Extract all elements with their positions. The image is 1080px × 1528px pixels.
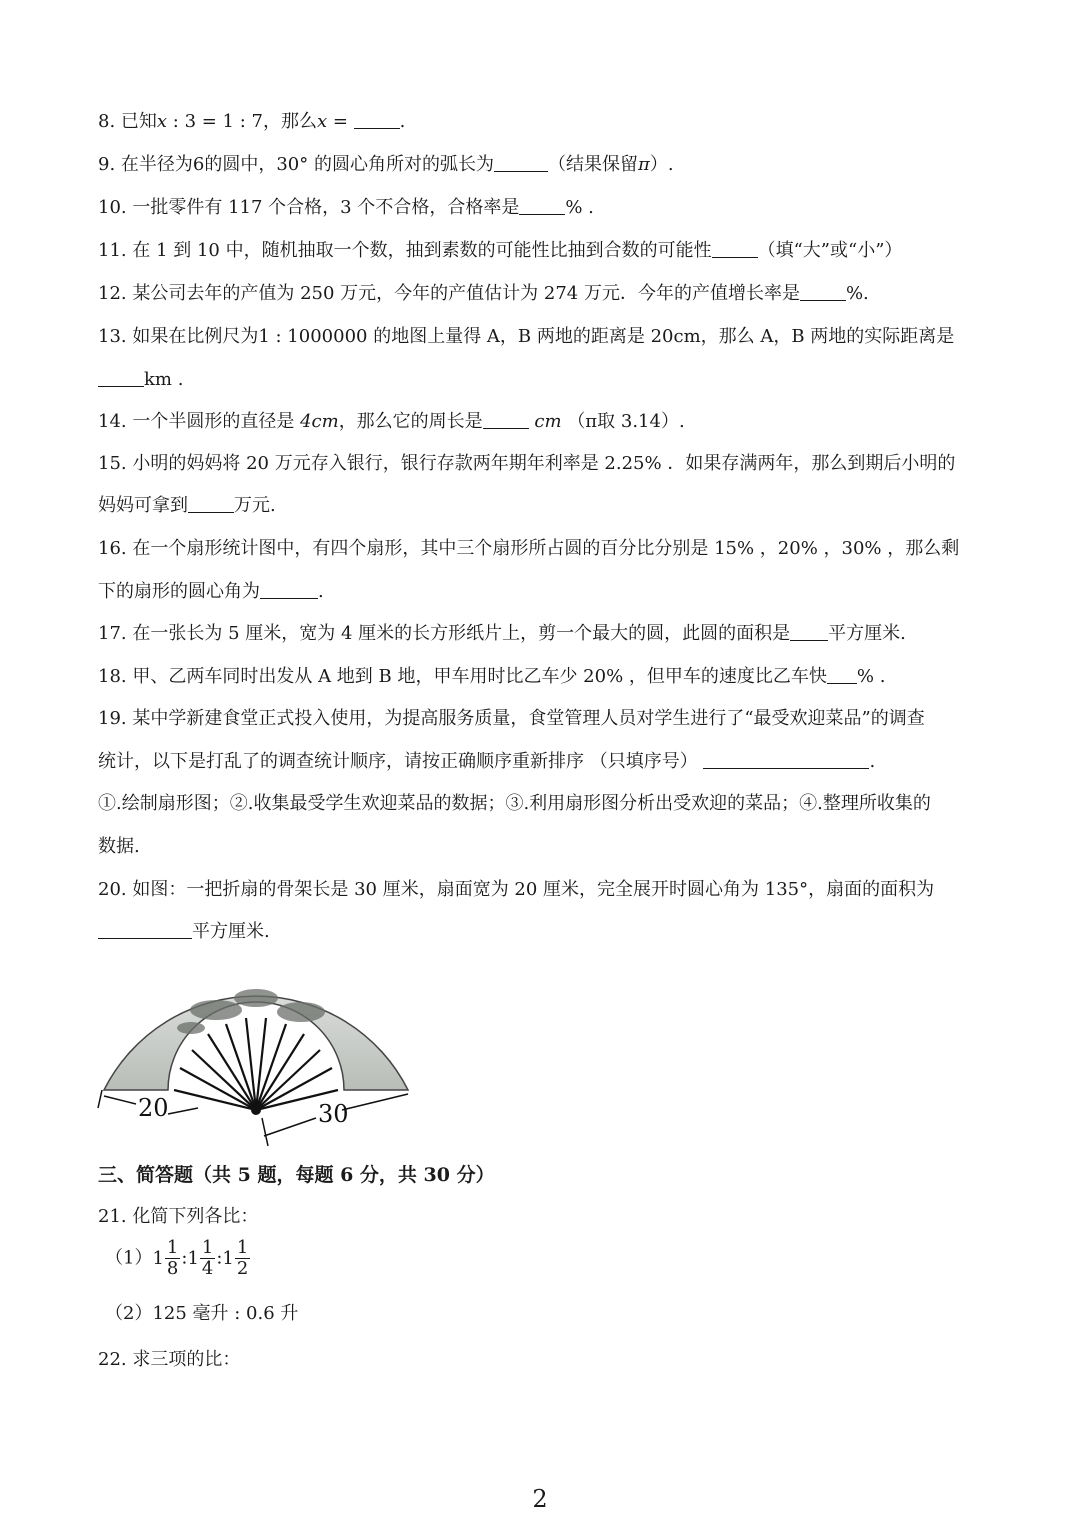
q14-text: 14. 一个半圆形的直径是 — [98, 411, 301, 432]
q14-suffix: （π取 3.14）. — [567, 411, 685, 432]
mixed-number-2: 1 $\frac{1}{4}$ — [187, 1237, 214, 1279]
q8-eq: = — [327, 111, 348, 132]
q10-suffix: % . — [565, 197, 594, 218]
question-19 — [98, 707, 925, 731]
q19-line2: 统计，以下是打乱了的调查统计顺序，请按正确顺序重新排序 （只填序号） — [98, 751, 698, 772]
answer-blank[interactable] — [800, 282, 846, 301]
q13-suffix: km . — [144, 369, 184, 390]
question-13 — [98, 325, 954, 349]
q11-text: 11. 在 1 到 10 中，随机抽取一个数，抽到素数的可能性比抽到合数的可能性 — [98, 240, 712, 261]
fraction: $\frac{1}{2}$ — [236, 1237, 249, 1279]
fan-pivot — [251, 1105, 261, 1115]
answer-blank[interactable] — [519, 196, 565, 215]
q16-line1: 16. 在一个扇形统计图中，有四个扇形，其中三个扇形所占圆的百分比分别是 15% ，20% ，30% ，那么剩 — [98, 538, 960, 559]
q9-end: ）. — [649, 154, 674, 175]
q8-x: x — [156, 111, 168, 132]
q19-line3: ①.绘制扇形图；②.收集最受学生欢迎菜品的数据；③.利用扇形图分析出受欢迎的菜品；④.整理所收集的 — [98, 793, 931, 814]
mixed-number-3: 1 $\frac{1}{2}$ — [222, 1237, 249, 1279]
fraction: $\frac{1}{4}$ — [201, 1237, 214, 1279]
q15-line2-prefix: 妈妈可拿到 — [98, 495, 188, 516]
question-21-part1 — [105, 1238, 251, 1279]
fan-face — [104, 996, 408, 1090]
section-3-title: 三、简答题（共 5 题，每题 6 分，共 30 分） — [98, 1164, 495, 1186]
question-19-line4 — [98, 835, 140, 859]
question-12 — [98, 282, 869, 306]
q8-var: x — [316, 111, 328, 132]
question-15 — [98, 452, 955, 476]
question-13-cont — [98, 368, 183, 392]
question-19-line3 — [98, 792, 931, 816]
question-18 — [98, 665, 885, 689]
question-15-cont — [98, 494, 276, 518]
page-number: 2 — [532, 1485, 548, 1513]
mixed-number-1: 1 $\frac{1}{8}$ — [152, 1237, 179, 1279]
question-22 — [98, 1348, 240, 1372]
q11-suffix: （填“大”或“小”） — [757, 240, 903, 261]
q12-text: 12. 某公司去年的产值为 250 万元，今年的产值估计为 274 万元．今年的产值增长率是 — [98, 283, 800, 304]
q9-pi: π — [637, 154, 650, 175]
q14-mid: ，那么它的周长是 — [338, 411, 483, 432]
question-20-cont — [98, 920, 270, 944]
question-11 — [98, 239, 902, 263]
q9-text: 9. 在半径为6的圆中，30° 的圆心角所对的弧长为 — [98, 154, 494, 175]
ratio-colon: : — [181, 1247, 188, 1269]
answer-blank[interactable] — [712, 239, 758, 258]
q12-suffix: %. — [845, 283, 869, 304]
q15-line2-suffix: 万元. — [234, 495, 276, 516]
q18-suffix: % . — [856, 666, 886, 687]
q21-title: 21. 化简下列各比： — [98, 1206, 259, 1227]
q18-text: 18. 甲、乙两车同时出发从 A 地到 B 地，甲车用时比乙车少 20% ，但甲车的速度比乙车快 — [98, 666, 827, 687]
q8-mid: ，那么 — [262, 111, 317, 132]
q20-line2-suffix: 平方厘米. — [192, 921, 270, 942]
q16-line2-prefix: 下的扇形的圆心角为 — [98, 581, 260, 602]
folding-fan-figure — [96, 950, 416, 1150]
fan-painting — [177, 989, 325, 1034]
label-width: 20 — [138, 1094, 169, 1122]
label-length: 30 — [318, 1100, 349, 1128]
answer-blank[interactable] — [703, 750, 869, 769]
question-21-part2 — [105, 1302, 298, 1326]
answer-blank[interactable] — [827, 665, 857, 684]
q13-line1: 13. 如果在比例尺为1 : 1000000 的地图上量得 A，B 两地的距离是 20cm，那么 A，B 两地的实际距离是 — [98, 326, 955, 347]
question-9 — [98, 153, 674, 177]
q8-prefix: 8. 已知 — [98, 111, 157, 132]
answer-blank[interactable] — [260, 580, 318, 599]
question-16-cont — [98, 580, 324, 604]
q16-line2-suffix: . — [318, 581, 324, 602]
answer-blank[interactable] — [494, 153, 548, 172]
q20-line1: 20. 如图：一把折扇的骨架长是 30 厘米，扇面宽为 20 厘米，完全展开时圆心角为 135°，扇面的面积为 — [98, 879, 935, 900]
question-20 — [98, 878, 934, 902]
q14-d: 4cm — [300, 411, 339, 432]
answer-blank[interactable] — [483, 410, 529, 429]
answer-blank[interactable] — [188, 494, 234, 513]
q17-suffix: 平方厘米. — [828, 623, 906, 644]
q19-line2-suffix: . — [869, 751, 876, 772]
q21-part2: （2）125 毫升 : 0.6 升 — [105, 1303, 299, 1324]
q21-part1-label: （1） — [105, 1247, 153, 1269]
q17-text: 17. 在一张长为 5 厘米，宽为 4 厘米的长方形纸片上，剪一个最大的圆，此圆的面积是 — [98, 623, 791, 644]
answer-blank[interactable] — [354, 110, 400, 129]
q8-expr: : 3 = 1 : 7 — [167, 111, 263, 132]
q10-text: 10. 一批零件有 117 个合格，3 个不合格，合格率是 — [98, 197, 520, 218]
q8-suffix: . — [399, 111, 406, 132]
q19-line1: 19. 某中学新建食堂正式投入使用，为提高服务质量，食堂管理人员对学生进行了“最受欢迎菜品”的调查 — [98, 708, 925, 729]
q15-line1: 15. 小明的妈妈将 20 万元存入银行，银行存款两年期年利率是 2.25% ．如果存满两年，那么到期后小明的 — [98, 453, 956, 474]
question-21 — [98, 1205, 258, 1229]
question-19-line2 — [98, 750, 875, 774]
question-14 — [98, 410, 685, 434]
q22-title: 22. 求三项的比： — [98, 1349, 241, 1370]
question-17 — [98, 622, 906, 646]
fraction: $\frac{1}{8}$ — [166, 1237, 179, 1279]
question-16 — [98, 537, 959, 561]
ratio-colon: : — [216, 1247, 223, 1269]
question-10 — [98, 196, 594, 220]
q14-unit: cm — [534, 411, 562, 432]
question-8 — [98, 110, 405, 134]
q9-suffix: （结果保留 — [547, 154, 638, 175]
answer-blank[interactable] — [790, 622, 828, 641]
answer-blank[interactable] — [98, 368, 144, 387]
q19-line4: 数据. — [98, 836, 140, 857]
answer-blank[interactable] — [98, 920, 192, 939]
